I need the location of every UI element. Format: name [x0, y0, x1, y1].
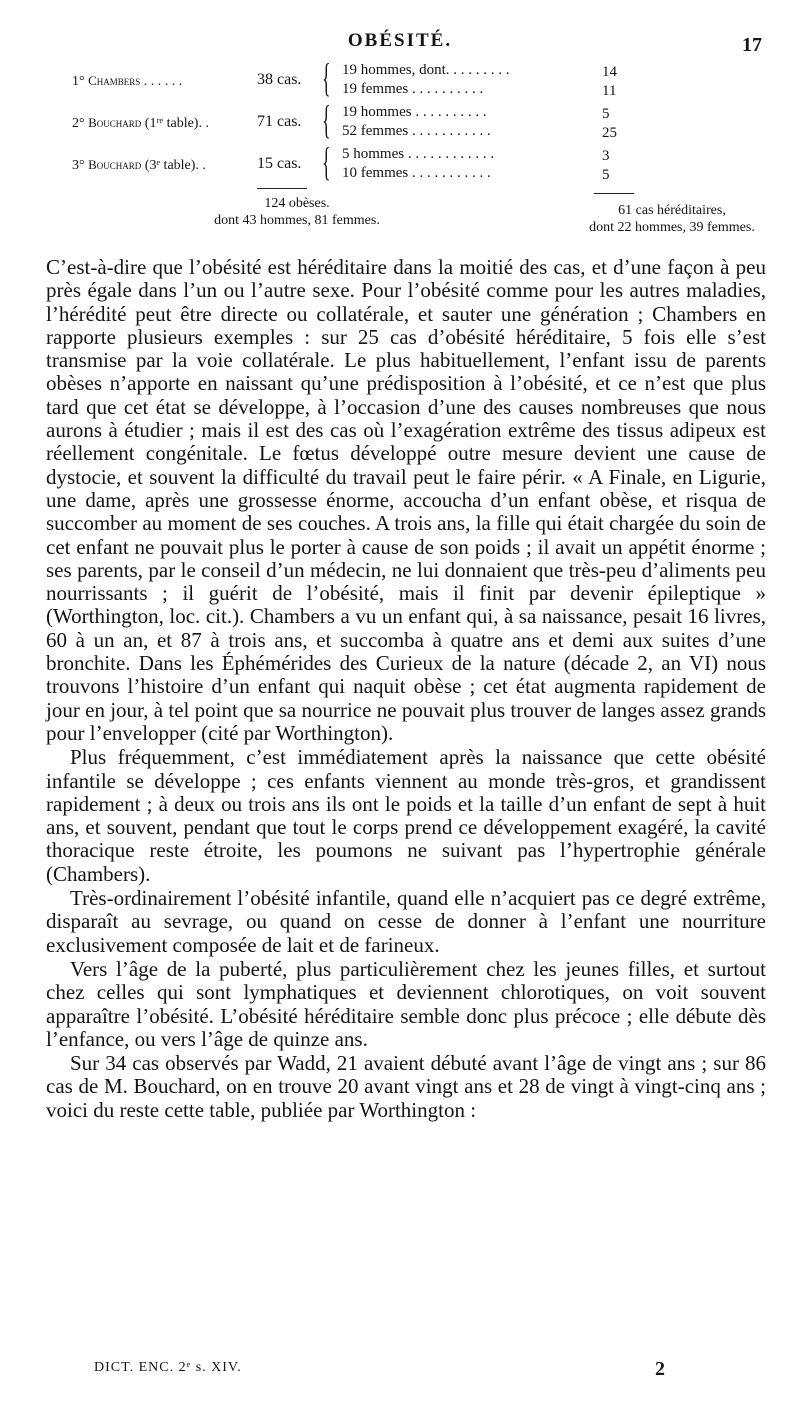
total-line: 61 cas héréditaires, — [618, 203, 726, 218]
sub-value: 14 — [602, 64, 617, 80]
brace: { — [322, 97, 331, 142]
page-footer — [0, 1358, 800, 1388]
sub-value: 3 — [602, 148, 610, 164]
paragraph: Plus fréquemment, c’est immédiatement après la naissance que cette obésité infantile se développe ; ces enfants viennent au monde très-gros, et grandissent rapidement ; à deux ou trois ans ils ont le poids et la taille d’un enfant de sept à huit ans, et souvent, pendant que tout le corps prend ce développement exagéré, la cavité thoracique reste étroite, les poumons ne suivant pas l’hypertrophie générale (Chambers). — [46, 745, 766, 886]
total-line: dont 43 hommes, 81 femmes. — [214, 213, 380, 228]
paragraph: Sur 34 cas observés par Wadd, 21 avaient débuté avant l’âge de vingt ans ; sur 86 cas de M. Bouchard, on en trouve 20 avant vingt ans et 28 de vingt à vingt-cinq ans ; voici du reste cette table, publiée par Worthington : — [46, 1051, 766, 1122]
sub-value: 5 — [602, 167, 610, 183]
stats-row-bouchard-1 — [72, 97, 772, 146]
sub-line: 52 femmes . . . . . . . . . . . — [342, 123, 491, 139]
brace: { — [322, 139, 331, 184]
brace: { — [322, 55, 331, 100]
page-header — [0, 30, 800, 60]
source-label: 1° Chambers . . . . . . — [72, 73, 183, 89]
paragraph: Vers l’âge de la puberté, plus particulièrement chez les jeunes filles, et surtout chez celles qui sont lymphatiques et deviennent chlorotiques, on voit souvent apparaître l’obésité. L’obésité héréditaire semble donc plus précoce ; elle débute dès l’enfance, ou vers l’âge de quinze ans. — [46, 956, 766, 1051]
sheet-number: 2 — [655, 1358, 665, 1380]
source-label: 2° Bouchard (1ʳᵉ table). . — [72, 115, 209, 131]
total-rule-left — [257, 188, 307, 189]
statistics-table — [72, 55, 772, 247]
sub-line: 10 femmes . . . . . . . . . . . — [342, 165, 491, 181]
case-count: 38 cas. — [257, 71, 302, 88]
total-line: dont 22 hommes, 39 femmes. — [589, 220, 755, 235]
total-obeses — [172, 195, 422, 229]
sub-line: 19 hommes . . . . . . . . . . — [342, 104, 487, 120]
total-line: 124 obèses. — [264, 196, 330, 211]
paragraph: C’est-à-dire que l’obésité est héréditaire dans la moitié des cas, et d’une façon à peu près égale dans l’un ou l’autre sexe. Pour l’obésité comme pour les autres maladies, l’hérédité peut être directe ou collatérale, et sauter une génération ; Chambers en rapporte plusieurs exemples : sur 25 cas d’obésité héréditaire, 5 fois elle s’est transmise par la voie collatérale. Le plus habituellement, l’enfant issu de parents obèses n’apporte en naissant qu’une prédisposition à l’obésité, et ce n’est que plus tard que cet état se développe, à l’occasion d’une des causes nombreuses que nous aurons à étudier ; mais il est des cas où l’exagération extrême des tissus adipeux est réellement congénitale. Le fœtus développé outre mesure devient une cause de dystocie, et souvent la difficulté du travail peut le faire périr. « A Finale, en Ligurie, une dame, après une grossesse énorme, accoucha d’un enfant obèse, et risqua de succomber au moment de ses couches. A trois ans, la fille qui était chargée du soin de cet enfant ne pouvait plus le porter à cause de son poids ; il avait un appétit énorme ; ses parents, par le conseil d’un médecin, ne lui donnaient que très-peu d’aliments peu nourrissants ; il guérit de l’obésité, mais il finit par devenir épileptique » (Worthington, loc. cit.). Chambers a vu un enfant qui, à sa naissance, pesait 16 livres, 60 à un an, et 87 à trois ans, et succomba à quatre ans et demi aux suites d’une bronchite. Dans les Éphémérides des Curieux de la nature (décade 2, an VI) nous trouvons l’histoire d’un enfant qui naquit obèse ; cet état augmenta rapidement de jour en jour, à tel point que sa nourrice ne pouvait plus trouver de langes assez grands pour l’envelopper (cité par Worthington). — [46, 255, 766, 745]
sub-line: 19 hommes, dont. . . . . . . . . — [342, 62, 510, 78]
signature-mark: DICT. ENC. 2ᵉ s. XIV. — [94, 1360, 242, 1375]
sub-line: 5 hommes . . . . . . . . . . . . — [342, 146, 495, 162]
stats-row-chambers — [72, 55, 772, 104]
source-label: 3° Bouchard (3ᵉ table). . — [72, 157, 206, 173]
stats-row-bouchard-3 — [72, 139, 772, 188]
total-rule-right — [594, 193, 634, 194]
body-text — [46, 256, 766, 1122]
total-hereditary — [552, 202, 792, 236]
sub-line: 19 femmes . . . . . . . . . . — [342, 81, 484, 97]
page-number: 17 — [742, 34, 762, 56]
paragraph: Très-ordinairement l’obésité infantile, quand elle n’acquiert pas ce degré extrême, disparaît au sevrage, ou quand on cesse de donner à l’enfant une nourriture exclusivement composée de lait et de farineux. — [46, 886, 766, 957]
sub-value: 5 — [602, 106, 610, 122]
case-count: 71 cas. — [257, 113, 302, 130]
sub-value: 11 — [602, 83, 617, 99]
sub-value: 25 — [602, 125, 617, 141]
case-count: 15 cas. — [257, 155, 302, 172]
running-title: OBÉSITÉ. — [347, 30, 453, 51]
